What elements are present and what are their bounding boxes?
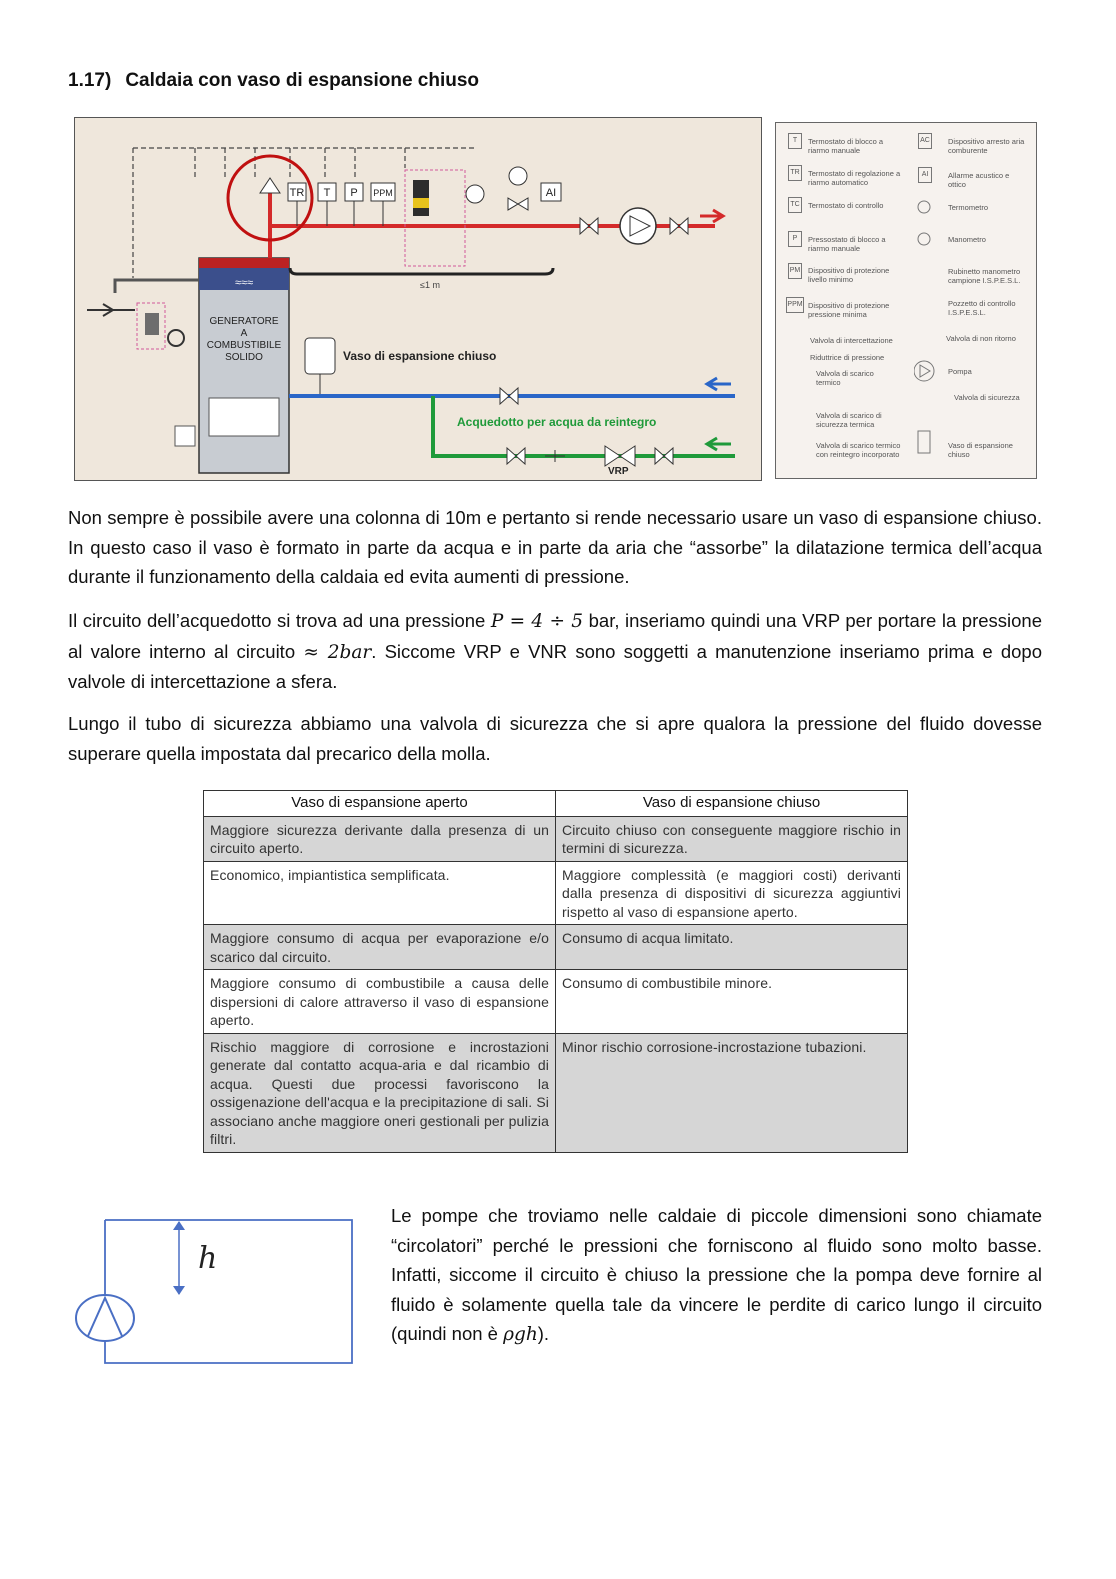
legend-item: Rubinetto manometro campione I.S.P.E.S.L.: [948, 267, 1021, 285]
paragraph-3: Lungo il tubo di sicurezza abbiamo una valvola di sicurezza che si apre qualora la pressione del fluido dovesse superare quella impostata dal precarico della molla.: [68, 713, 1042, 764]
legend-symbol: T: [788, 133, 802, 149]
math-approx: ≈ 2bar: [303, 641, 372, 663]
table-row: [204, 925, 908, 970]
table-header-row: [204, 791, 908, 817]
section-number: 1.17): [68, 70, 112, 91]
table-cell: Consumo di combustibile minore.: [556, 970, 908, 1034]
table-row: [204, 970, 908, 1034]
svg-text:≈≈≈: ≈≈≈: [234, 277, 254, 289]
legend-item: Dispositivo di protezione pressione minima: [808, 301, 890, 319]
circulator-circuit-diagram: [68, 1210, 368, 1370]
table-cell: Maggiore consumo di acqua per evaporazione e/o scarico dal circuito.: [204, 925, 556, 970]
legend-symbol: P: [788, 231, 802, 247]
generator-label-1: GENERATORE: [209, 316, 279, 327]
legend-symbol: AI: [918, 167, 932, 183]
legend-item: Termometro: [948, 203, 989, 212]
svg-text:AI: AI: [545, 187, 557, 199]
table-header-open: Vaso di espansione aperto: [204, 791, 556, 817]
legend-item: Valvola di scarico di sicurezza termica: [816, 411, 882, 429]
legend-item: Riduttrice di pressione: [810, 353, 885, 362]
table-cell: Economico, impiantistica semplificata.: [204, 861, 556, 925]
legend-item: Vaso di espansione chiuso: [948, 441, 1013, 459]
paragraph-2: Il circuito dell’acquedotto si trova ad una pressione P = 4 ÷ 5 bar, inseriamo quindi una VRP per portare la pressione al valore interno al circuito ≈ 2bar. Siccome VRP e VNR sono soggetti a manutenzione inseriamo prima e dopo valvole di intercettazione a sfera.: [68, 610, 1043, 692]
table-cell: Circuito chiuso con conseguente maggiore rischio in termini di sicurezza.: [556, 816, 908, 861]
expansion-vessel: [305, 338, 335, 374]
height-label: h: [198, 1241, 218, 1276]
table-row: [204, 816, 908, 861]
generator-label-2: A: [240, 328, 248, 339]
math-pressure: P = 4 ÷ 5: [490, 611, 584, 632]
water-supply-label: Acquedotto per acqua da reintegro: [457, 415, 657, 429]
generator-label-3: COMBUSTIBILE: [206, 340, 282, 351]
legend-symbol: AC: [918, 133, 932, 149]
vessel-label: Vaso di espansione chiuso: [343, 349, 497, 363]
legend-symbol: PPM: [786, 297, 804, 313]
svg-text:PPM: PPM: [373, 188, 393, 198]
legend-item: Termostato di regolazione a riarmo automatico: [808, 169, 901, 187]
legend-symbol: PM: [788, 263, 802, 279]
legend-item: Dispositivo di protezione livello minimo: [808, 266, 890, 284]
math-rhogh: ρgh: [503, 1324, 538, 1345]
table-cell: Maggiore consumo di combustibile a causa delle dispersioni di calore attraverso il vaso di espansione aperto.: [204, 970, 556, 1034]
paragraph-1: Non sempre è possibile avere una colonna di 10m e pertanto si rende necessario usare un vaso di espansione chiuso. In questo caso il vaso è formato in parte da acqua e in parte da aria che “assorbe” la dilatazione termica dell’acqua durante il funzionamento della caldaia ed evita aumenti di pressione.: [68, 507, 1042, 587]
table-row: [204, 1033, 908, 1152]
svg-text:T: T: [323, 187, 331, 199]
distance-label: ≤1 m: [420, 280, 440, 290]
legend-item: Dispositivo arresto aria comburente: [948, 137, 1025, 155]
legend-symbol: TR: [788, 165, 802, 181]
legend-item: Allarme acustico e ottico: [948, 171, 1010, 189]
boiler-diagram: [74, 117, 762, 481]
legend-symbol: TC: [788, 197, 802, 213]
legend-item: Valvola di scarico termico con reintegro incorporato: [816, 441, 901, 459]
boiler-diagram-svg: [75, 118, 761, 480]
legend-item: Valvola di sicurezza: [954, 393, 1020, 402]
svg-text:TR: TR: [289, 187, 305, 199]
boiler-body: [199, 258, 289, 473]
legend-item: Termostato di controllo: [808, 201, 884, 210]
generator-label-4: SOLIDO: [225, 352, 263, 363]
paragraph-4: Le pompe che troviamo nelle caldaie di piccole dimensioni sono chiamate “circolatori” perché le pressioni che forniscono al fluido sono molto basse. Infatti, siccome il circuito è chiuso la pressione che la pompa deve fornire al fluido è solamente quella tale da vincere le perdite di carico lungo il circuito (quindi non è ρgh).: [391, 1205, 1042, 1345]
symbol-legend: [775, 122, 1037, 479]
pump-icon: [76, 1295, 134, 1341]
section-heading: [68, 70, 479, 92]
legend-item: Pressostato di blocco a riarmo manuale: [808, 235, 886, 253]
legend-item: Valvola di non ritorno: [946, 334, 1016, 343]
vrp-label: VRP: [608, 466, 629, 477]
table-header-closed: Vaso di espansione chiuso: [556, 791, 908, 817]
legend-item: Pompa: [948, 367, 972, 376]
table-cell: Maggiore complessità (e maggiori costi) derivanti dalla presenza di dispositivi di sicurezza aggiuntivi rispetto al vaso di espansione aperto.: [556, 861, 908, 925]
table-row: [204, 861, 908, 925]
legend-item: Valvola di scarico termico: [816, 369, 874, 387]
legend-item: Manometro: [948, 235, 986, 244]
legend-item: Valvola di intercettazione: [810, 336, 893, 345]
section-title: Caldaia con vaso di espansione chiuso: [125, 70, 480, 91]
table-cell: Consumo di acqua limitato.: [556, 925, 908, 970]
legend-icons: [914, 199, 938, 459]
comparison-table: [203, 790, 908, 1153]
legend-item: Pozzetto di controllo I.S.P.E.S.L.: [948, 299, 1016, 317]
table-cell: Maggiore sicurezza derivante dalla presenza di un circuito aperto.: [204, 816, 556, 861]
svg-text:P: P: [350, 187, 358, 199]
legend-item: Termostato di blocco a riarmo manuale: [808, 137, 884, 155]
table-cell: Rischio maggiore di corrosione e incrostazioni generate dal contatto acqua-aria e dal ricambio di acqua. Questi due processi favoriscono la ossigenazione dell'acqua e la precipitazione di sali. Si associano anche maggiore oneri gestionali per pulizia filtri.: [204, 1033, 556, 1152]
table-cell: Minor rischio corrosione-incrostazione tubazioni.: [556, 1033, 908, 1152]
